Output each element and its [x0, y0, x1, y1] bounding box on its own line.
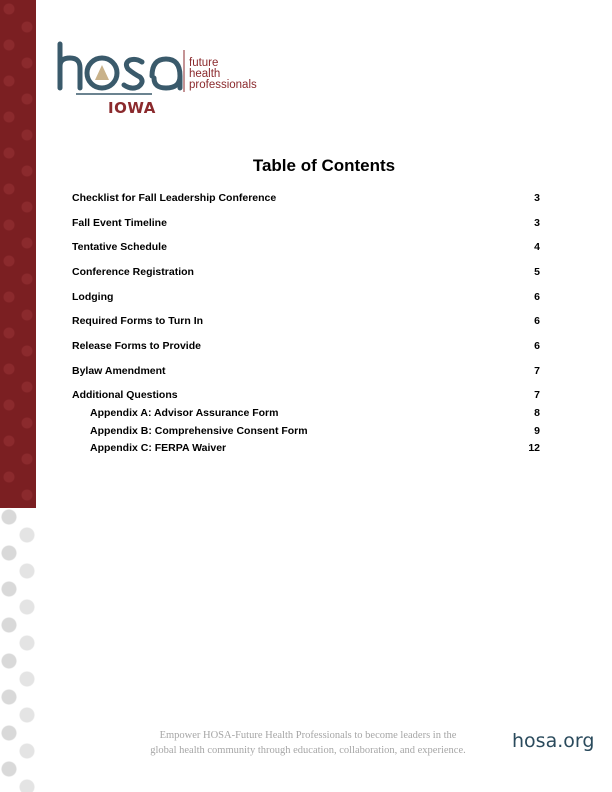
logo-tagline-line: future	[189, 57, 219, 69]
side-decorative-band	[0, 0, 36, 792]
toc-entry-label: Conference Registration	[72, 266, 194, 278]
toc-entry[interactable]	[72, 289, 540, 305]
toc-entry-page: 7	[534, 365, 540, 377]
toc-entry-page: 6	[534, 315, 540, 327]
logo-tagline-line: health	[189, 68, 221, 80]
toc-entry[interactable]	[72, 313, 540, 329]
toc-entry-page: 3	[534, 192, 540, 204]
toc-entry-page: 9	[534, 425, 540, 437]
toc-entry[interactable]	[72, 363, 540, 379]
toc-entry-page: 6	[534, 340, 540, 352]
toc-entry-label: Checklist for Fall Leadership Conference	[72, 192, 277, 204]
toc-entry-label: Appendix B: Comprehensive Consent Form	[90, 425, 308, 437]
toc-entry-page: 8	[534, 407, 540, 419]
toc-entry-label: Bylaw Amendment	[72, 365, 166, 377]
toc-entry-label: Additional Questions	[72, 389, 178, 401]
toc-entry[interactable]	[72, 387, 540, 403]
toc-entry-label: Fall Event Timeline	[72, 217, 167, 229]
toc-entry-label: Release Forms to Provide	[72, 340, 201, 352]
footer-line: Empower HOSA-Future Health Professionals to become leaders in the	[159, 730, 457, 741]
toc-entry-label: Appendix C: FERPA Waiver	[90, 442, 227, 454]
footer-mission-statement	[118, 728, 498, 758]
logo-state: IOWA	[108, 99, 156, 117]
page-title: Table of Contents	[252, 156, 396, 175]
toc-subentry[interactable]	[90, 405, 540, 421]
footer-line: global health community through education, collaboration, and experience.	[150, 745, 466, 756]
toc-entry-page: 12	[528, 442, 540, 454]
toc-entry[interactable]	[72, 215, 540, 231]
toc-subentry[interactable]	[90, 440, 540, 456]
toc-entry[interactable]	[72, 239, 540, 255]
toc-entry-page: 4	[534, 241, 540, 253]
toc-entry[interactable]	[72, 338, 540, 354]
toc-entry-label: Appendix A: Advisor Assurance Form	[90, 407, 279, 419]
toc-subentry[interactable]	[90, 423, 540, 439]
toc-entry-page: 5	[534, 266, 540, 278]
hosa-iowa-logo	[56, 36, 256, 126]
toc-entry-page: 3	[534, 217, 540, 229]
toc-entry-label: Lodging	[72, 291, 114, 303]
toc-entry[interactable]	[72, 264, 540, 280]
toc-entry-label: Tentative Schedule	[72, 241, 167, 253]
logo-tagline-line: professionals	[189, 79, 257, 91]
toc-entry-label: Required Forms to Turn In	[72, 315, 204, 327]
toc-entry-page: 7	[534, 389, 540, 401]
footer-brand-link[interactable]: hosa.org	[512, 730, 595, 752]
grey-dot-pattern	[0, 508, 36, 792]
maroon-dot-pattern	[0, 0, 36, 508]
logo-tagline	[189, 58, 257, 91]
toc-entry[interactable]	[72, 190, 540, 206]
toc-entry-page: 6	[534, 291, 540, 303]
